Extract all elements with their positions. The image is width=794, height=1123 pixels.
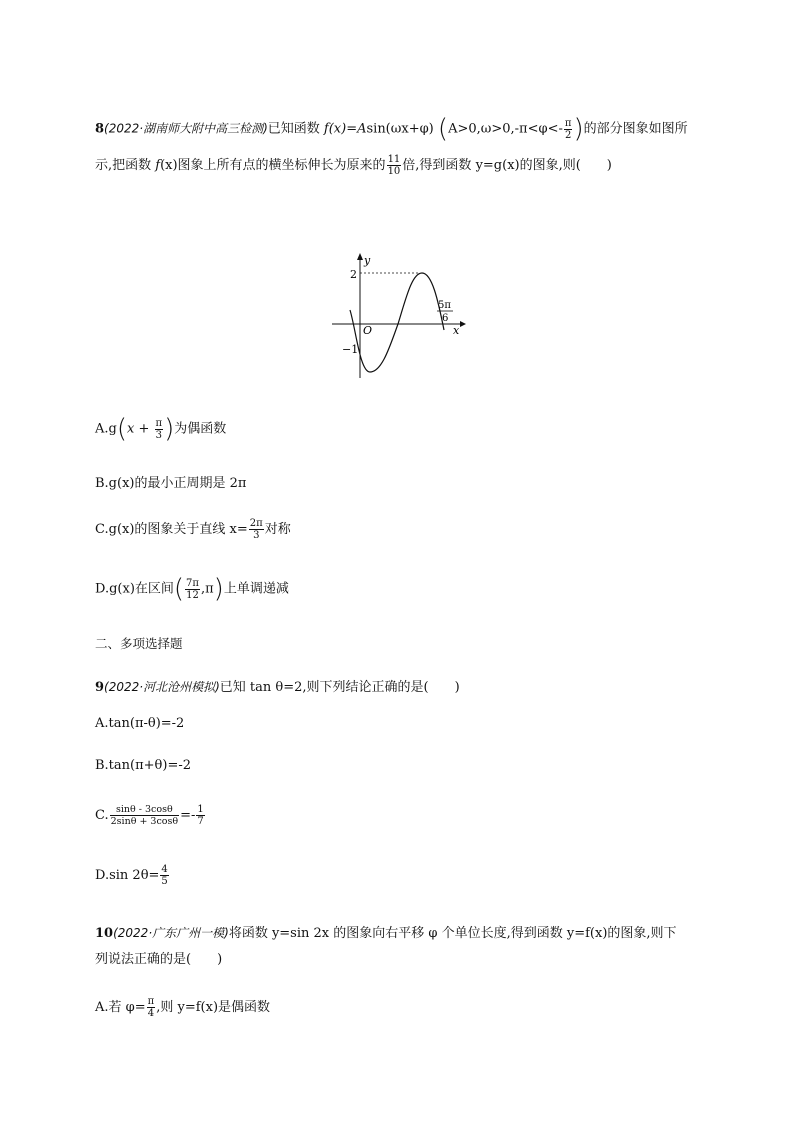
frac-den: 10	[387, 166, 401, 177]
x-axis-arrow	[460, 321, 466, 327]
x-tick-5pi-den: 6	[442, 313, 449, 324]
paren-right: )	[573, 114, 584, 144]
q8-condition: A>0,ω>0,-π<φ<-	[448, 121, 563, 137]
q10-stem-line1	[95, 922, 677, 941]
option-text: D.g(x)在区间	[95, 581, 174, 597]
y-tick-minus1: −1	[342, 343, 359, 356]
q9-option-b: B.tan(π+θ)=-2	[95, 758, 191, 773]
q8-source: (2022·湖南师大附中高三检测)	[104, 121, 268, 136]
q8-option-a	[95, 416, 226, 442]
frac-num: 2π	[249, 518, 263, 529]
frac-num: π	[155, 417, 163, 429]
q10-option-a	[95, 996, 270, 1019]
option-text: 上单调递减	[223, 581, 289, 597]
option-text: A.若 φ=	[95, 1000, 146, 1015]
q9-text: 已知 tan θ=2,则下列结论正确的是( )	[219, 680, 460, 695]
frac-den: 2sinθ + 3cosθ	[110, 816, 179, 827]
frac-den: 5	[161, 876, 168, 887]
x-tick-5pi-num: 5π	[438, 300, 451, 311]
q8-text: y=g(x)的图象,则( )	[475, 158, 612, 173]
option-text: 为偶函数	[174, 421, 227, 437]
q8-text: 示,把函数	[95, 158, 156, 173]
option-fraction	[147, 996, 156, 1019]
q8-text: (x)图象上所有点的横坐标伸长为原来的	[160, 158, 386, 173]
frac-num: 4	[161, 864, 168, 875]
q8-stretch-fraction	[387, 154, 402, 177]
frac-den: 7	[197, 816, 204, 827]
option-fraction	[160, 864, 168, 887]
paren-left: (	[173, 574, 185, 604]
q8-option-c	[95, 518, 291, 541]
sine-curve	[350, 273, 444, 372]
option-fraction	[155, 418, 164, 441]
frac-den: 12	[186, 589, 199, 601]
q8-f: f	[155, 158, 161, 173]
q9-option-d	[95, 864, 170, 887]
option-fraction	[110, 804, 179, 827]
q10-stem-line2: 列说法正确的是( )	[95, 952, 223, 967]
option-text: C.g(x)的图象关于直线 x=	[95, 522, 248, 537]
q9-stem	[95, 676, 460, 695]
option-text: A.g	[95, 421, 117, 437]
y-axis-arrow	[357, 253, 363, 260]
paren-left: (	[437, 114, 449, 144]
q8-stem-line1	[95, 116, 688, 142]
q8-number: 8	[95, 121, 105, 137]
paren-left: (	[116, 414, 127, 444]
option-fraction	[249, 518, 264, 541]
frac-num: 1	[197, 804, 204, 815]
option-text: ,π	[200, 581, 214, 597]
q10-number: 10	[95, 926, 114, 941]
frac-num: sinθ - 3cosθ	[110, 804, 179, 816]
q9-option-a: A.tan(π-θ)=-2	[95, 716, 185, 731]
q8-text: 倍,得到函数	[402, 158, 476, 173]
origin-label: O	[363, 324, 373, 337]
q8-text: 已知函数	[267, 121, 324, 137]
frac-num: 7π	[186, 577, 199, 589]
option-text: D.sin 2θ=	[95, 868, 160, 883]
q8-cond-fraction	[564, 118, 573, 141]
q9-option-c	[95, 804, 206, 827]
q8-option-b: B.g(x)的最小正周期是 2π	[95, 476, 247, 491]
frac-den: 4	[147, 1008, 155, 1019]
y-tick-2: 2	[350, 268, 357, 281]
q8-text: (x)=A	[328, 121, 367, 137]
paren-right: )	[164, 414, 175, 444]
option-text: x +	[127, 421, 154, 437]
frac-num: π	[564, 117, 572, 129]
paren-right: )	[213, 574, 224, 604]
y-axis-label: y	[364, 254, 371, 267]
q8-function-graph	[320, 250, 480, 380]
option-text: =-	[180, 808, 196, 823]
option-text: ,则 y=f(x)是偶函数	[156, 1000, 271, 1015]
q8-option-d	[95, 576, 289, 602]
frac-num: π	[147, 996, 155, 1007]
frac-den: 3	[253, 530, 260, 541]
q8-text: sin(ωx+φ)	[366, 121, 434, 137]
option-text: 对称	[264, 522, 291, 537]
q8-stem-line2	[95, 154, 612, 177]
q9-source: (2022·河北沧州模拟)	[104, 680, 220, 694]
frac-den: 3	[155, 429, 162, 441]
frac-num: 11	[387, 154, 401, 165]
x-axis-label: x	[453, 324, 460, 337]
section-heading: 二、多项选择题	[95, 636, 183, 651]
option-text: C.	[95, 808, 109, 823]
q9-number: 9	[95, 680, 105, 695]
q10-text: 将函数 y=sin 2x 的图象向右平移 φ 个单位长度,得到函数 y=f(x)的图象,则下	[228, 926, 677, 941]
q10-source: (2022·广东广州一模)	[113, 926, 229, 940]
frac-den: 2	[564, 129, 572, 141]
q8-text: 的部分图象如图所	[583, 121, 688, 137]
option-fraction	[185, 578, 200, 601]
q8-f: f	[323, 121, 329, 137]
option-fraction	[196, 804, 204, 827]
